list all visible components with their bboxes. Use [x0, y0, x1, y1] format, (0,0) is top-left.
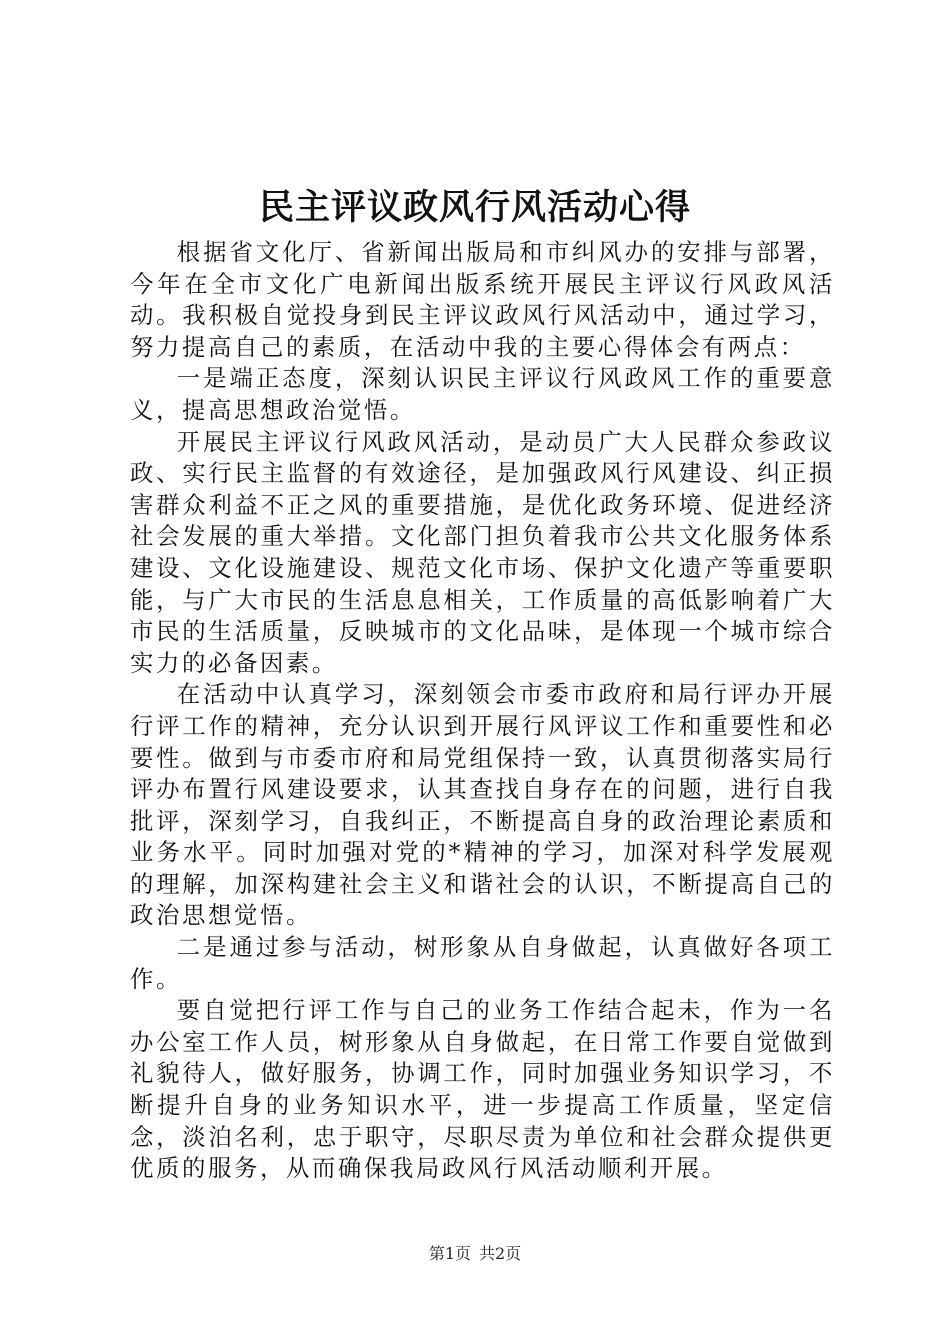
document-body — [130, 237, 835, 1185]
page-total: 共2页 — [479, 1244, 522, 1263]
paragraph-point-one: 一是端正态度，深刻认识民主评议行风政风工作的重要意义，提高思想政治觉悟。 — [130, 364, 835, 424]
paragraph-point-two: 二是通过参与活动，树形象从自身做起，认真做好各项工作。 — [130, 933, 835, 993]
paragraph-significance: 开展民主评议行风政风活动，是动员广大人民群众参政议政、实行民主监督的有效途径，是加强政风行风建设、纠正损害群众利益不正之风的重要措施，是优化政务环境、促进经济社会发展的重大举措。文化部门担负着我市公共文化服务体系建设、文化设施建设、规范文化市场、保护文化遗产等重要职能，与广大市民的生活息息相关，工作质量的高低影响着广大市民的生活质量，反映城市的文化品味，是体现一个城市综合实力的必备因素。 — [130, 427, 835, 677]
page-footer — [0, 1242, 950, 1266]
paragraph-study: 在活动中认真学习，深刻领会市委市政府和局行评办开展行评工作的精神，充分认识到开展行风评议工作和重要性和必要性。做到与市委市府和局党组保持一致，认真贯彻落实局行评办布置行风建设要求，认其查找自身存在的问题，进行自我批评，深刻学习，自我纠正，不断提高自身的政治理论素质和业务水平。同时加强对党的*精神的学习，加深对科学发展观的理解，加深构建社会主义和谐社会的认识，不断提高自己的政治思想觉悟。 — [130, 680, 835, 930]
page-number: 第1页 — [428, 1244, 471, 1263]
document-title: 民主评议政风行风活动心得 — [258, 187, 691, 228]
paragraph-intro: 根据省文化厅、省新闻出版局和市纠风办的安排与部署，今年在全市文化广电新闻出版系统开展民主评议行风政风活动。我积极自觉投身到民主评议政风行风活动中，通过学习，努力提高自己的素质，在活动中我的主要心得体会有两点： — [130, 238, 835, 361]
paragraph-practice: 要自觉把行评工作与自己的业务工作结合起未，作为一名办公室工作人员，树形象从自身做起，在日常工作要自觉做到礼貌待人，做好服务，协调工作，同时加强业务知识学习，不断提升自身的业务知识水平，进一步提高工作质量，坚定信念，淡泊名利，忠于职守，尽职尽责为单位和社会群众提供更优质的服务，从而确保我局政风行风活动顺利开展。 — [130, 996, 835, 1183]
